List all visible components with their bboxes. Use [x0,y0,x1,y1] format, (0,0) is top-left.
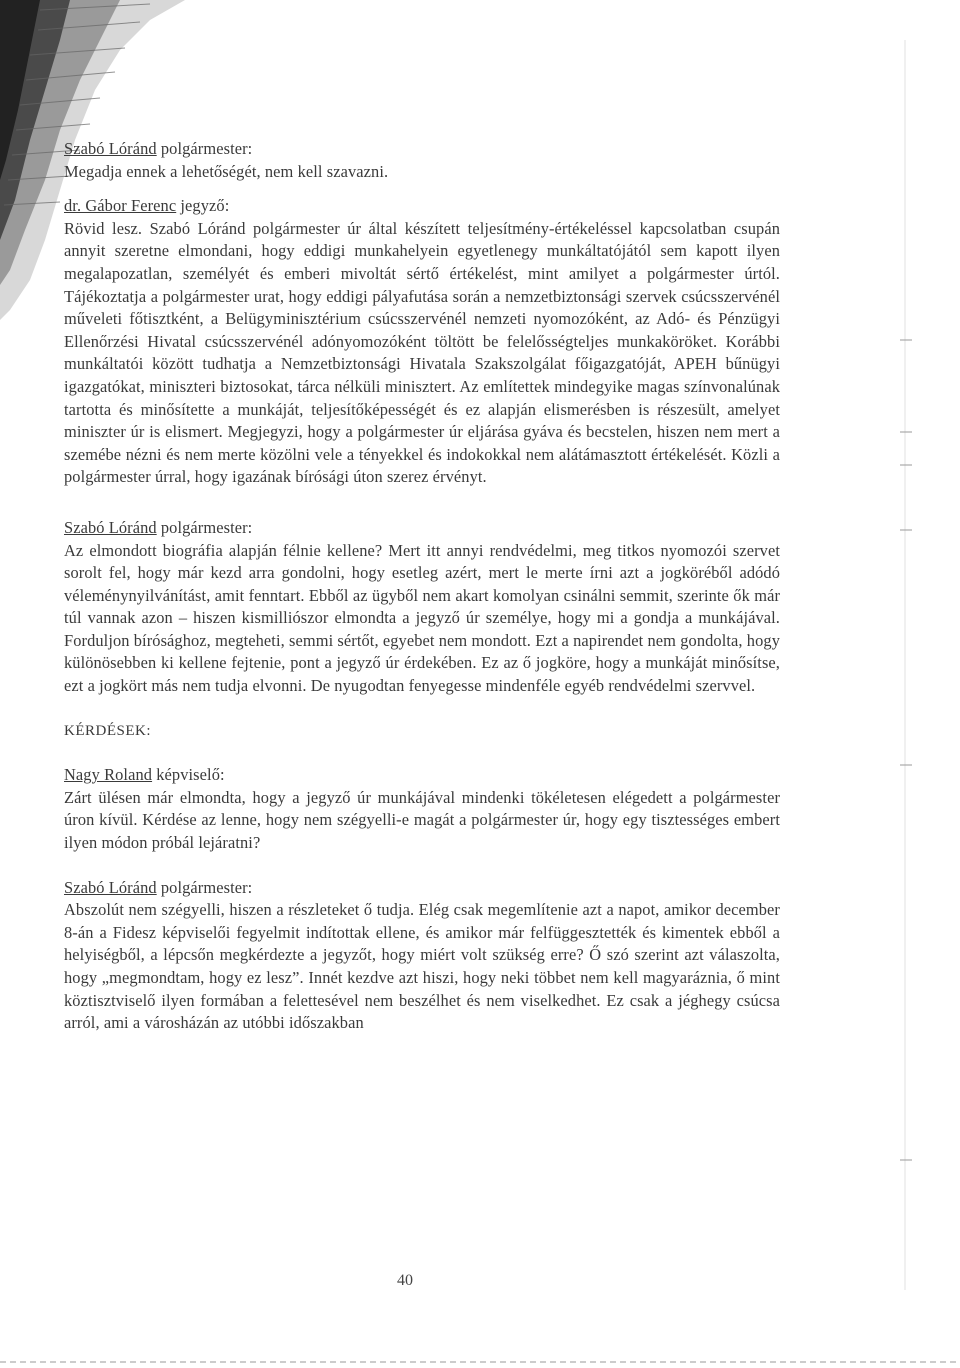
speech-text: Az elmondott biográfia alapján félnie kellene? Mert itt annyi rendvédelmi, meg titkos nyomozói szervet sorolt fel, hogy már kezd arra gondolni, hogy esetleg azért, mert le merte írni azt a jogköréből adódó véleménynyilvánítást, amit fenntart. Ebből az ügyből nem akart komolyan csinálni semmit, szerinte ők már túl vannak azon – hiszen kismilliószor elmondta a jegyző úr személye, hogy mi a gondja a munkájával. Forduljon bírósághoz, megteheti, semmi sértőt, egyebet nem mondott. Ezt a napirendet nem gondolta, hogy különösebben ki kellene fejtenie, pont a jegyző úr érdekében. Ez az ő jogköre, hogy a munkáját minősítse, ezt a jogkört más nem tudja elvonni. De nyugodtan fenyegesse mindenféle egyéb rendvédelmi szervvel. [64,540,780,696]
speaker-line [64,764,780,787]
speaker-role: polgármester: [160,139,253,158]
speaker-name: Nagy Roland [64,765,153,785]
speaker-role: polgármester: [160,517,253,537]
speech-text: Abszolút nem szégyelli, hiszen a részleteket ő tudja. Elég csak megemlítenie azt a napot, amikor december 8-án a Fidesz képviselői fegyelmit indítottak ellene, és amikor már felfüggesztették és kimentek ebből a helyiségből, a lépcsőn megkérdezte a jegyzőt, hogy miért volt szükség erre? Ő szó szerint azt válaszolta, hogy „megmondtam, hogy ez lesz”. Innét kezdve azt hiszi, hogy neki többet nem kell magyaráznia, ő mint köztisztviselő ilyen formában a felettesével nem beszélhet és nem viselkedhet. Ez csak a jéghegy csúcsa arról, ami a városházán az utóbbi időszakban [64,900,780,1033]
speaker-role: polgármester: [160,877,253,897]
speech-block [64,764,780,854]
speech-block [64,517,780,698]
speech-block [64,877,780,1035]
speech-block [64,138,780,183]
page-number: 40 [397,1272,413,1289]
section-heading: KÉRDÉSEK: [64,722,151,739]
speech-text: Rövid lesz. Szabó Lóránd polgármester úr által készített teljesítmény-értékeléssel kapcsolatban csupán annyit szeretne elmondani, hogy eddigi munkahelyein egyetlenegy munkáltatójától sem kapott ilyen megalapozatlan, személyét és emberi mivoltát sértő értékelést, mint amilyet a polgármester úrtól. Tájékoztatja a polgármester urat, hogy eddigi pályafutása során a nemzetbiztonsági szervek csúcsszervénél műveleti főtisztként, a Belügyminisztérium csúcsszervénél nemzeti nyomozóként, az Adó- és Pénzügyi Ellenőrzési Hivatal csúcsszervénél adónyomozóként töltött be felelősségteljes munkaköröket. Korábbi munkáltatói között tudhatja a Nemzetbiztonsági Hivatala Szakszolgálat főigazgatóját, APEH bűnügyi igazgatókat, miniszteri biztosokat, tárca nélküli minisztert. Az említettek mindegyike magas színvonalúnak tartotta és minősítette a munkáját, teljesítőképességét és ez alapján elismerésben is részesült, amelyet miniszter úr is elismert. Megjegyzi, hogy a polgármester úr eljárása gyáva és becstelen, hiszen nem mert a szemébe nézni és nem merte közölni vele a tényekkel és indokokkal nem alátámasztott értékelését. Közli a polgármester úrral, hogy igazának bírósági úton szerez érvényt. [64,218,780,487]
speaker-line [64,877,780,900]
speaker-line [64,517,780,540]
speaker-name: Szabó Lóránd [64,517,157,537]
document-body [64,138,780,1035]
speaker-role: jegyző: [180,196,230,216]
right-margin-ticks [900,40,912,1290]
speech-block [64,195,780,489]
speaker-line [64,195,780,218]
speech-text: Megadja ennek a lehetőségét, nem kell szavazni. [64,161,389,181]
speaker-name: Szabó Lóránd [64,139,157,158]
speech-text: Zárt ülésen már elmondta, hogy a jegyző úr munkájával mindenki tökéletesen elégedett a polgármester úron kívül. Kérdése az lenne, hogy nem szégyelli-e magát a polgármester úr, hogy egy tisztességes embert ilyen módon próbál lejáratni? [64,787,780,853]
speaker-role: képviselő: [156,765,225,785]
speaker-name: dr. Gábor Ferenc [64,196,177,216]
speaker-name: Szabó Lóránd [64,877,157,897]
speaker-line [64,138,780,161]
